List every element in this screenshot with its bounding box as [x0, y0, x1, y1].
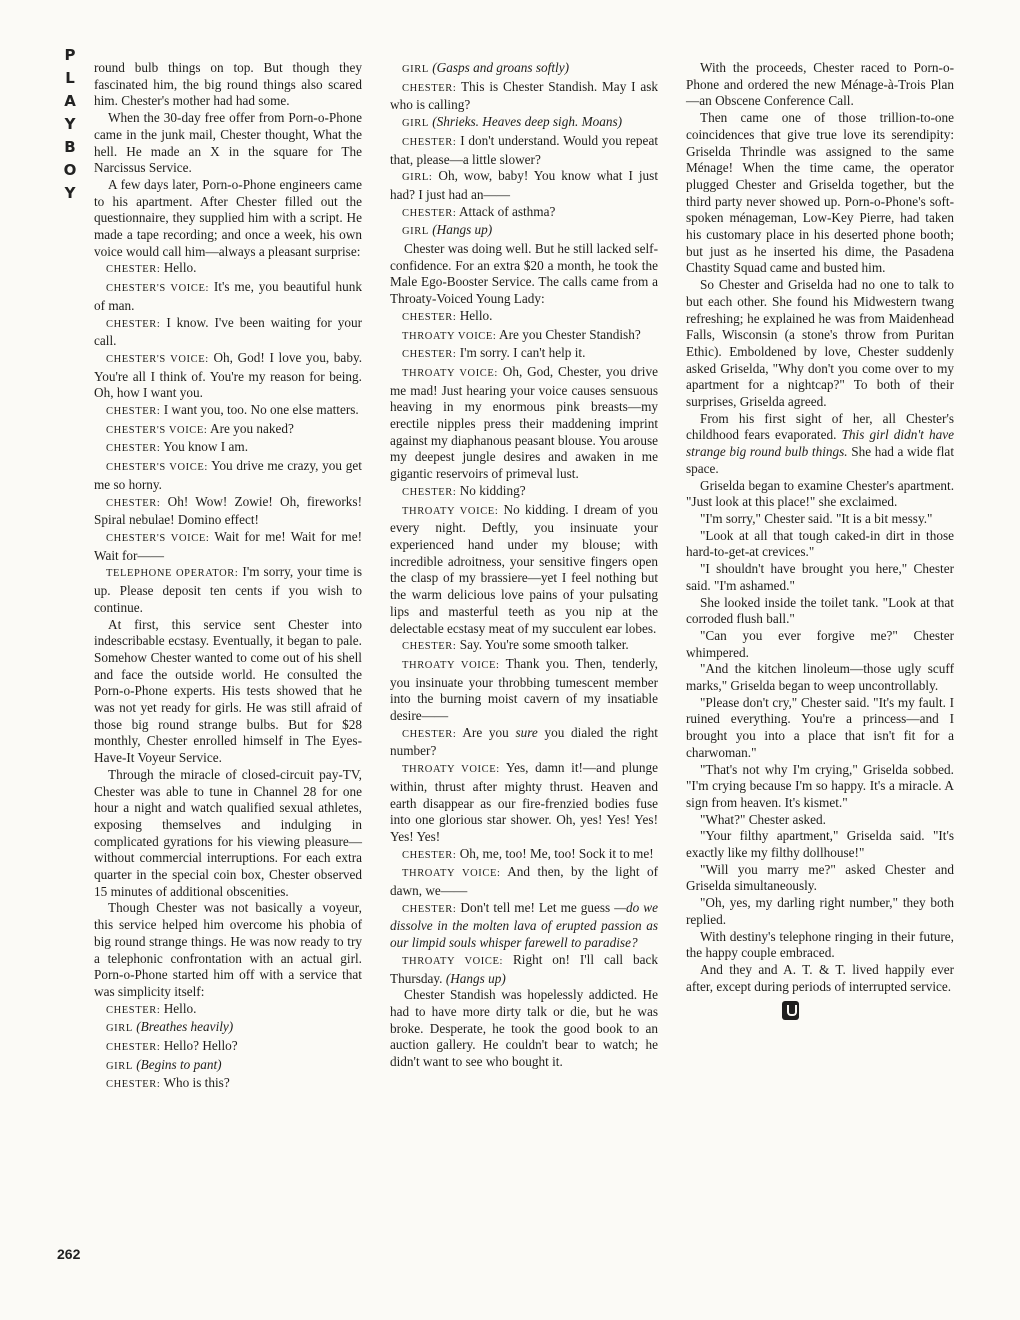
dialogue-line: [390, 846, 658, 865]
paragraph-text: With destiny's telephone ringing in their future, the happy couple embraced.: [686, 928, 954, 961]
paragraph: [686, 862, 954, 895]
dialogue-line: [94, 1057, 362, 1076]
paragraph: [686, 828, 954, 861]
speaker-name: GIRL: [402, 226, 429, 238]
dialogue-text: Hello? Hello?: [163, 1038, 238, 1054]
paragraph: [94, 900, 362, 1000]
speaker-name: GIRL: [106, 1060, 133, 1072]
paragraph-text: "Please don't cry," Chester said. "It's my fault. I ruined everything. You're a princess—and I brought you into a place that isn't fit for a charwoman.": [686, 694, 954, 760]
paragraph-text: Though Chester was not basically a voyeur, this service helped him overcome his phobia of big round strange things. He was now ready to try a telephonic confrontation with an actual girl. Porn-o-Phone started him off with a service that was simplicity itself:: [94, 900, 362, 999]
speaker-name: THROATY VOICE:: [402, 367, 498, 379]
speaker-name: CHESTER:: [106, 497, 161, 509]
paragraph: [686, 110, 954, 277]
masthead-letter: A: [64, 92, 76, 110]
speaker-name: CHESTER:: [402, 728, 457, 740]
dialogue-text: Say. You're some smooth talker.: [459, 637, 629, 653]
dialogue-line: [94, 402, 362, 421]
dialogue-text: Hello.: [459, 307, 493, 323]
dialogue-text: This is Chester Standish. May I ask who is calling?: [390, 78, 659, 113]
dialogue-line: [390, 760, 658, 846]
speaker-name: CHESTER:: [106, 1042, 161, 1054]
dialogue-line: [390, 864, 658, 899]
dialogue-line: [94, 279, 362, 314]
speaker-name: CHESTER:: [402, 82, 457, 94]
dialogue-text: No kidding?: [459, 482, 526, 498]
dialogue-text: I'm sorry. I can't help it.: [459, 345, 586, 361]
paragraph-text: Then came one of those trillion-to-one coincidences that give true love its serendipity: Griselda Thrindle was assigned to the same Ménage! When the time came, the operator plugged Chester and Griselda together, but the third party never showed up. Porn-o-Phone's soft-spoken ménageman, Low-Key Pierre, had taken his customary place in his deserted phone booth; but just as he inserted his dime, the Pasadena Chastity Squad came and busted him.: [686, 110, 954, 276]
speaker-name: CHESTER:: [402, 641, 457, 653]
speaker-name: THROATY VOICE:: [402, 955, 504, 967]
speaker-name: THROATY VOICE:: [402, 330, 497, 342]
dialogue-line: [390, 952, 658, 987]
speaker-name: CHESTER'S VOICE:: [106, 532, 210, 544]
paragraph-text: A few days later, Porn-o-Phone engineers came to his apartment. After Chester filled out the questionnaire, they supplied him with a script. He made a tape recording; and once a week, his own voice would call him—always a pleasant surprise:: [94, 176, 362, 259]
paragraph-text: "I shouldn't have brought you here," Chester said. "I'm ashamed.": [686, 561, 954, 593]
dialogue-text: You know I am.: [163, 439, 249, 455]
speaker-name: CHESTER:: [106, 443, 161, 455]
dialogue-line: [390, 637, 658, 656]
dialogue-line: [94, 1038, 362, 1057]
paragraph: [686, 411, 954, 478]
dialogue-text: I'm sorry, your time is up. Please deposit ten cents if you wish to continue.: [94, 564, 363, 615]
paragraph-text: "What?" Chester asked.: [700, 811, 826, 827]
dialogue-line: [390, 204, 658, 223]
magazine-masthead: [60, 44, 80, 205]
paragraph-text: And they and A. T. & T. lived happily ever after, except during periods of interrupted service.: [686, 961, 954, 994]
speaker-name: CHESTER:: [402, 349, 457, 361]
speaker-name: CHESTER:: [402, 311, 457, 323]
paragraph: [686, 478, 954, 511]
dialogue-line: [94, 1019, 362, 1038]
masthead-letter: L: [65, 69, 75, 87]
dialogue-text: Hello.: [163, 260, 197, 276]
paragraph: [686, 661, 954, 694]
speaker-name: CHESTER:: [402, 903, 457, 915]
emphasis: sure: [515, 724, 538, 740]
dialogue-text: Yes, damn it!—and plunge within, thrust after mighty thrust. Heaven and earth disappear as our fire-frenzied bodies fuse into one glorious star shower. Oh, yes! Yes! Yes! Yes! Yes!: [390, 760, 658, 844]
dialogue-text: Are you naked?: [210, 420, 294, 436]
speaker-name: THROATY VOICE:: [402, 505, 499, 517]
paragraph: [686, 528, 954, 561]
dialogue-text: Thank you. Then, tenderly, you insinuate your throbbing tumescent member into the burning moist cavern of my insatiable desire——: [390, 655, 658, 724]
dialogue-text: I know. I've been waiting for your call.: [94, 314, 363, 349]
dialogue-text: And then, by the light of dawn, we——: [390, 864, 658, 899]
dialogue-text: No kidding. I dream of you every night. Deftly, you insinuate your experienced hand under my blouse; with incredible adroitness, your sensitive fingers open the clasp of my brassiere—yet I feel nothing but the warm delicious love pains of your pulsating lips and masterful teeth as you nip at the delectable ecstasy meat of my succulent ear lobes.: [390, 501, 658, 636]
speaker-name: CHESTER'S VOICE:: [106, 424, 208, 436]
paragraph-text: Through the miracle of closed-circuit pay-TV, Chester was able to tune in Channel 28 for one hour a night and watch qualified sexual athletes, exposing themselves and indulging in complicated gyrations for his viewing pleasure—without commercial interruptions. For each extra quarter in the special coin box, Chester observed 15 minutes of additional obscenities.: [94, 766, 362, 899]
article-column-3: [686, 60, 954, 1020]
masthead-letter: B: [64, 138, 76, 156]
dialogue-text: Are you Chester Standish?: [499, 326, 641, 342]
speaker-name: CHESTER:: [106, 318, 161, 330]
dialogue-line: [390, 168, 658, 203]
dialogue-text: Right on! I'll call back Thursday.: [390, 951, 658, 986]
speaker-name: GIRL: [402, 64, 429, 75]
dialogue-text: Oh! Wow! Zowie! Oh, fireworks! Spiral nebulae! Domino effect!: [94, 493, 363, 528]
dialogue-line: [94, 421, 362, 440]
dialogue-text: Oh, God, Chester, you drive me mad! Just hearing your voice causes sensuous heaving in my enormous pink breasts—my erectile nipples press their maddening imprint against my diaphanous peasant blouse. You arouse my deepest jungle desires and awaken in me gigantic reservoirs of primeval lust.: [390, 363, 658, 482]
speaker-name: CHESTER:: [402, 136, 457, 148]
dialogue-line: [390, 656, 658, 725]
paragraph-text: round bulb things on top. But though they fascinated him, the big round things also scared him. Chester's mother had had some.: [94, 60, 362, 109]
dialogue-text: Oh, wow, baby! You know what I just had? I just had an——: [390, 168, 658, 202]
dialogue-text: It's me, you beautiful hunk of man.: [94, 279, 363, 313]
dialogue-text: You drive me crazy, you get me so horny.: [94, 458, 362, 492]
dialogue-line: [390, 79, 658, 114]
paragraph-text: So Chester and Griselda had no one to talk to but each other. She found his Midwestern twang refreshing; he explained he was from Maidenhead Falls, Wisconsin (a stone's throw from Puritan Ethic). Emboldened by love, Chester suddenly asked Griselda, "Why don't you come over to my apartment for a nightcap?" To both of their surprises, Griselda agreed.: [686, 277, 954, 410]
paragraph: [686, 812, 954, 829]
dialogue-line: [390, 308, 658, 327]
dialogue-line: [94, 564, 362, 616]
dialogue-line: CHESTER: Don't tell me! Let me guess —do we dissolve in the molten lava of erupted passion as our limpid souls whisper farewell to paradise?: [390, 899, 659, 951]
paragraph: [94, 60, 362, 110]
paragraph-text: She had a wide flat space.: [686, 444, 954, 476]
dialogue-line: [390, 345, 658, 364]
dialogue-line: [390, 60, 658, 79]
paragraph: [390, 987, 658, 1071]
dialogue-line: [94, 494, 362, 529]
stage-direction: (Breathes heavily): [136, 1019, 234, 1035]
emphasis: —do we dissolve in the molten lava of erupted passion as our limpid souls whisper farewell to paradise?: [390, 899, 659, 951]
paragraph: [94, 617, 362, 767]
paragraph: [686, 762, 954, 812]
paragraph: [94, 767, 362, 901]
paragraph-text: She looked inside the toilet tank. "Look at that corroded flush ball.": [686, 594, 954, 627]
dialogue-line: [94, 315, 362, 350]
paragraph: [686, 962, 954, 1020]
paragraph: [686, 895, 954, 928]
stage-direction: (Hangs up): [445, 970, 506, 986]
paragraph: [686, 628, 954, 661]
paragraph: [390, 241, 658, 308]
paragraph-text: "Can you ever forgive me?" Chester whimpered.: [686, 627, 954, 660]
paragraph-text: At first, this service sent Chester into indescribable ecstasy. Eventually, it began to pale. Somehow Chester wanted to come out of his shell and face the outside world. He consulted the Porn-o-Phone experts. His tests showed that he was not yet ready for girls. He was still afraid of those big round strange bulbs. But for $28 monthly, Chester enrolled himself in The Eyes-Have-It Voyeur Service.: [94, 616, 362, 766]
dialogue-text: I want you, too. No one else matters.: [163, 402, 359, 418]
speaker-name: CHESTER:: [402, 207, 457, 219]
speaker-name: CHESTER:: [402, 486, 457, 498]
article-column-1: [94, 60, 362, 1094]
speaker-name: GIRL:: [402, 172, 433, 184]
paragraph-text: "Will you marry me?" asked Chester and Griselda simultaneously.: [686, 861, 954, 894]
paragraph-text: Griselda began to examine Chester's apartment. "Just look at this place!" she exclaimed.: [686, 477, 954, 510]
masthead-letter: O: [63, 161, 77, 179]
dialogue-line: [390, 502, 658, 638]
speaker-name: TELEPHONE OPERATOR:: [106, 568, 239, 580]
end-of-article-bunny-icon: [782, 1001, 799, 1020]
speaker-name: CHESTER:: [106, 1004, 161, 1016]
paragraph-text: Chester Standish was hopelessly addicted. He had to have more dirty talk or die, but he was broke. Desperate, he took the good book to an auction gallery. He couldn't bear to watch; he didn't want to see who bought it.: [390, 987, 658, 1070]
dialogue-text: Who is this?: [163, 1075, 230, 1091]
dialogue-text: I don't understand. Would you repeat that, please—a little slower?: [390, 132, 659, 167]
speaker-name: THROATY VOICE:: [402, 659, 500, 671]
dialogue-line: [390, 327, 658, 346]
dialogue-line: [94, 350, 362, 402]
masthead-letter: Y: [64, 184, 76, 202]
speaker-name: THROATY VOICE:: [402, 764, 500, 776]
paragraph: [94, 177, 362, 261]
dialogue-line: [390, 114, 658, 133]
dialogue-line: [94, 439, 362, 458]
speaker-name: CHESTER'S VOICE:: [106, 462, 208, 474]
dialogue-text: Oh, God! I love you, baby. You're all I think of. You're my reason for being. Oh, how I want you.: [94, 349, 363, 401]
paragraph-text: With the proceeds, Chester raced to Porn-o-Phone and ordered the new Ménage-à-Trois Plan—an Obscene Conference Call.: [686, 60, 954, 109]
paragraph-text: "Your filthy apartment," Griselda said. "It's exactly like my filthy dollhouse!": [686, 828, 954, 861]
paragraph-text: "I'm sorry," Chester said. "It is a bit messy.": [700, 510, 933, 526]
paragraph-text: Chester was doing well. But he still lacked self-confidence. For an extra $20 a month, he took the Male Ego-Booster Service. The calls came from a Throaty-Voiced Young Lady:: [390, 241, 658, 307]
emphasis: This girl didn't have strange big round bulb things.: [686, 427, 955, 460]
speaker-name: CHESTER:: [106, 406, 161, 418]
dialogue-text: Oh, me, too! Me, too! Sock it to me!: [459, 845, 654, 861]
paragraph-text: "And the kitchen linoleum—those ugly scuff marks," Griselda began to weep uncontrollably.: [686, 661, 954, 694]
speaker-name: GIRL: [106, 1023, 133, 1035]
dialogue-line: [390, 222, 658, 241]
dialogue-line: CHESTER: Are you sure you dialed the right number?: [390, 724, 658, 759]
speaker-name: THROATY VOICE:: [402, 868, 501, 880]
dialogue-line: [94, 1001, 362, 1020]
paragraph-text: From his first sight of her, all Chester's childhood fears evaporated.: [686, 410, 954, 443]
dialogue-line: [94, 529, 362, 564]
paragraph-text: "Look at all that tough caked-in dirt in those hard-to-get-at crevices.": [686, 527, 954, 560]
speaker-name: CHESTER:: [106, 264, 161, 276]
paragraph: [686, 595, 954, 628]
dialogue-text: Wait for me! Wait for me! Wait for——: [94, 528, 362, 563]
paragraph: [686, 277, 954, 411]
speaker-name: CHESTER:: [106, 1079, 161, 1091]
masthead-letter: Y: [64, 115, 76, 133]
paragraph: [686, 511, 954, 528]
speaker-name: CHESTER'S VOICE:: [106, 283, 209, 295]
dialogue-line: [390, 133, 658, 168]
paragraph: [686, 60, 954, 110]
stage-direction: (Gasps and groans softly): [432, 60, 570, 75]
stage-direction: (Begins to pant): [136, 1056, 222, 1072]
article-column-2: [390, 60, 658, 1071]
speaker-name: GIRL: [402, 118, 429, 130]
dialogue-text: Attack of asthma?: [458, 203, 556, 219]
paragraph: [686, 561, 954, 594]
stage-direction: (Hangs up): [432, 222, 493, 238]
page-number: 262: [57, 1246, 81, 1262]
dialogue-text: Hello.: [163, 1000, 197, 1016]
stage-direction: (Shrieks. Heaves deep sigh. Moans): [432, 114, 623, 130]
paragraph-text: "That's not why I'm crying," Griselda sobbed. "I'm crying because I'm so happy. It's a miracle. A sign from heaven. It's kismet.": [686, 761, 954, 810]
dialogue-line: [390, 364, 658, 483]
dialogue-line: [94, 260, 362, 279]
paragraph-text: When the 30-day free offer from Porn-o-Phone came in the junk mail, Chester thought, What the hell. He made an X in the square for The Narcissus Service.: [94, 110, 362, 176]
paragraph: [686, 695, 954, 762]
paragraph: [686, 929, 954, 962]
paragraph-text: "Oh, yes, my darling right number," they both replied.: [686, 895, 954, 927]
masthead-letter: P: [64, 46, 76, 64]
speaker-name: CHESTER:: [402, 849, 457, 861]
paragraph: [94, 110, 362, 177]
dialogue-line: [94, 1075, 362, 1094]
dialogue-line: [94, 458, 362, 493]
speaker-name: CHESTER'S VOICE:: [106, 353, 209, 365]
dialogue-line: [390, 483, 658, 502]
